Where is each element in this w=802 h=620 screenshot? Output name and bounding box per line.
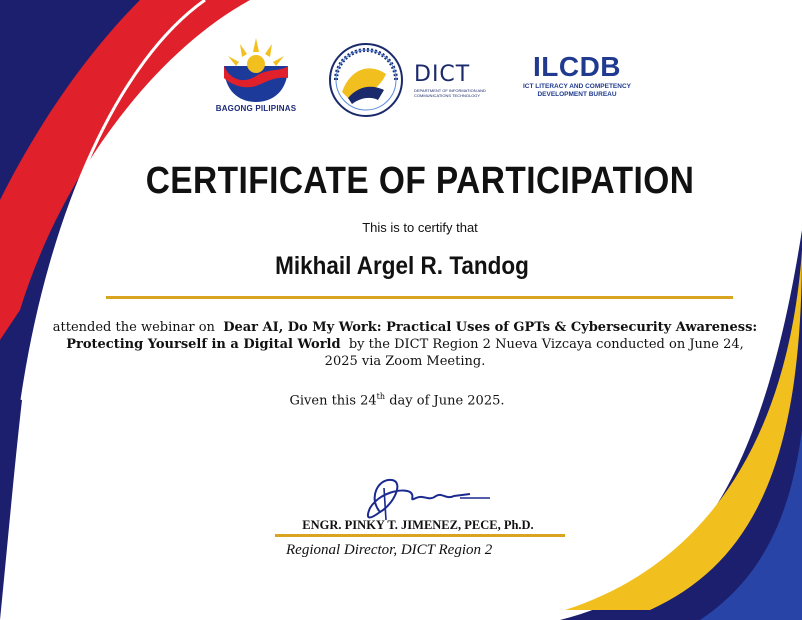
certificate-title: CERTIFICATE OF PARTICIPATION [145, 160, 695, 202]
signatory-name: ENGR. PINKY T. JIMENEZ, PECE, Ph.D. [302, 518, 534, 532]
ilcdb-fullname-line1: ICT LITERACY AND COMPETENCY [523, 83, 631, 90]
dict-fullname: DEPARTMENT OF INFORMATION AND COMMUNICATIONS TECHNOLOGY [414, 88, 486, 98]
given-prefix: Given this 24 [289, 393, 377, 409]
bagong-pilipinas-label: BAGONG PILIPINAS [215, 104, 297, 113]
body-prefix: attended the webinar on [52, 320, 215, 335]
ilcdb-wordmark: ILCDB [532, 51, 622, 82]
body-suffix: by the DICT Region 2 Nueva Vizcaya conducted on June 24, 2025 via Zoom Meeting. [324, 337, 744, 369]
ilcdb-fullname-line2: DEVELOPMENT BUREAU [537, 90, 617, 98]
recipient-name: Mikhail Argel R. Tandog [275, 252, 529, 280]
event-title: Dear AI, Do My Work: Practical Uses of GPTs & Cybersecurity Awareness: Protecting Yourself in a Digital World [66, 320, 758, 352]
ilcdb-logo [514, 52, 640, 102]
dict-wordmark: DICT [414, 62, 471, 87]
ilcdb-fullname [514, 83, 640, 98]
logo-row [0, 0, 802, 130]
given-ordinal: th [376, 392, 386, 401]
certify-line: This is to certify that [362, 220, 478, 235]
bagong-pilipinas-emblem-icon [210, 36, 302, 106]
signatory-title: Regional Director, DICT Region 2 [286, 542, 493, 558]
dict-logo [326, 40, 496, 120]
given-date-line [0, 392, 794, 408]
given-suffix: day of June 2025. [389, 393, 505, 409]
signature-image [350, 468, 500, 524]
name-underline [106, 296, 733, 299]
dict-seal-icon [326, 40, 410, 120]
signature-underline [275, 534, 565, 537]
certificate-body [52, 319, 758, 370]
bagong-pilipinas-logo [210, 36, 302, 118]
